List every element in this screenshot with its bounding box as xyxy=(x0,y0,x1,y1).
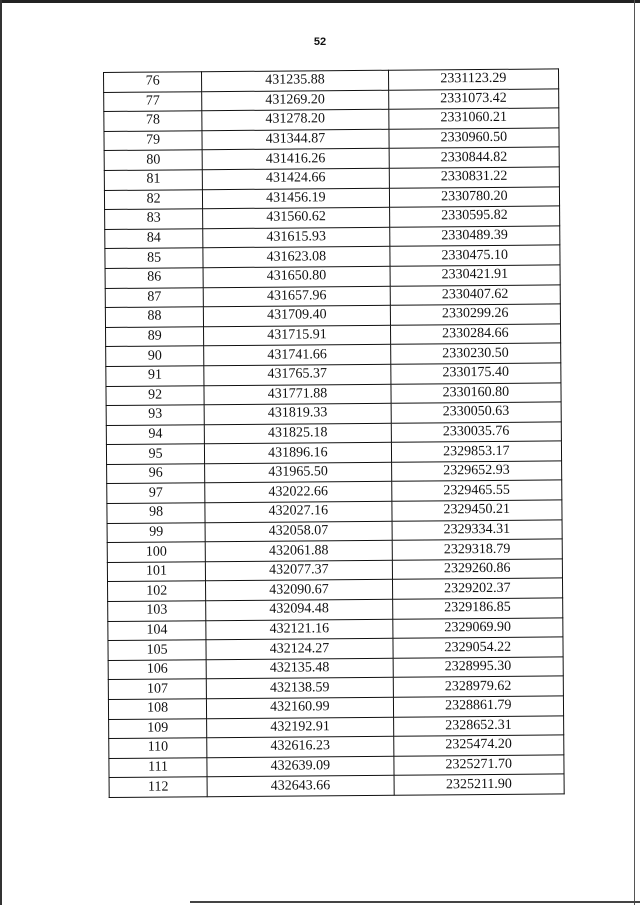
y-coordinate-cell: 2329318.79 xyxy=(392,539,563,560)
point-number-cell: 102 xyxy=(108,581,206,601)
y-coordinate-cell: 2330175.40 xyxy=(390,363,561,384)
x-coordinate-cell: 432124.27 xyxy=(206,638,393,659)
x-coordinate-cell: 431456.19 xyxy=(203,188,390,209)
point-number-cell: 87 xyxy=(105,287,203,307)
x-coordinate-cell: 432090.67 xyxy=(206,580,393,601)
point-number-cell: 76 xyxy=(104,72,202,92)
x-coordinate-cell: 431965.50 xyxy=(205,462,392,483)
table-row xyxy=(109,774,564,797)
point-number-cell: 97 xyxy=(107,483,205,503)
y-coordinate-cell: 2328979.62 xyxy=(393,676,564,697)
point-number-cell: 96 xyxy=(107,464,205,484)
y-coordinate-cell: 2328861.79 xyxy=(393,696,564,717)
point-number-cell: 92 xyxy=(106,385,204,405)
point-number-cell: 110 xyxy=(109,738,207,758)
point-number-cell: 88 xyxy=(105,307,203,327)
x-coordinate-cell: 432192.91 xyxy=(207,717,394,738)
page-number: 52 xyxy=(313,36,327,48)
y-coordinate-cell: 2325271.70 xyxy=(393,755,564,776)
y-coordinate-cell: 2329334.31 xyxy=(392,520,563,541)
y-coordinate-cell: 2330475.10 xyxy=(389,245,560,266)
y-coordinate-cell: 2329853.17 xyxy=(391,441,562,462)
point-number-cell: 112 xyxy=(109,777,207,797)
point-number-cell: 83 xyxy=(105,209,203,229)
y-coordinate-cell: 2329202.37 xyxy=(392,578,563,599)
x-coordinate-cell: 432135.48 xyxy=(206,658,393,679)
x-coordinate-cell: 431771.88 xyxy=(204,384,391,405)
x-coordinate-cell: 432027.16 xyxy=(205,501,392,522)
x-coordinate-cell: 432160.99 xyxy=(207,697,394,718)
y-coordinate-cell: 2329186.85 xyxy=(392,598,563,619)
point-number-cell: 109 xyxy=(109,718,207,738)
x-coordinate-cell: 431623.08 xyxy=(203,247,390,268)
y-coordinate-cell: 2328652.31 xyxy=(393,715,564,736)
y-coordinate-cell: 2330050.63 xyxy=(391,402,562,423)
point-number-cell: 78 xyxy=(104,111,202,131)
point-number-cell: 101 xyxy=(107,562,205,582)
y-coordinate-cell: 2325474.20 xyxy=(393,735,564,756)
point-number-cell: 93 xyxy=(106,405,204,425)
point-number-cell: 81 xyxy=(104,170,202,190)
x-coordinate-cell: 431650.80 xyxy=(203,266,390,287)
y-coordinate-cell: 2330230.50 xyxy=(390,343,561,364)
point-number-cell: 98 xyxy=(107,503,205,523)
x-coordinate-cell: 432058.07 xyxy=(205,521,392,542)
x-coordinate-cell: 432077.37 xyxy=(206,560,393,581)
x-coordinate-cell: 431741.66 xyxy=(204,345,391,366)
x-coordinate-cell: 431657.96 xyxy=(203,286,390,307)
y-coordinate-cell: 2329465.55 xyxy=(391,480,562,501)
point-number-cell: 77 xyxy=(104,91,202,111)
point-number-cell: 108 xyxy=(108,699,206,719)
point-number-cell: 106 xyxy=(108,660,206,680)
y-coordinate-cell: 2329260.86 xyxy=(392,559,563,580)
x-coordinate-cell: 431709.40 xyxy=(204,305,391,326)
x-coordinate-cell: 431819.33 xyxy=(204,403,391,424)
y-coordinate-cell: 2329652.93 xyxy=(391,461,562,482)
x-coordinate-cell: 431560.62 xyxy=(203,207,390,228)
x-coordinate-cell: 432643.66 xyxy=(207,776,394,797)
y-coordinate-cell: 2329069.90 xyxy=(392,618,563,639)
x-coordinate-cell: 431278.20 xyxy=(202,109,389,130)
point-number-cell: 105 xyxy=(108,640,206,660)
y-coordinate-cell: 2330489.39 xyxy=(389,226,560,247)
y-coordinate-cell: 2330299.26 xyxy=(390,304,561,325)
y-coordinate-cell: 2325211.90 xyxy=(394,774,565,795)
x-coordinate-cell: 431615.93 xyxy=(203,227,390,248)
point-number-cell: 100 xyxy=(107,542,205,562)
point-number-cell: 94 xyxy=(106,424,204,444)
y-coordinate-cell: 2331123.29 xyxy=(388,69,559,90)
point-number-cell: 91 xyxy=(106,366,204,386)
point-number-cell: 84 xyxy=(105,228,203,248)
x-coordinate-cell: 431715.91 xyxy=(204,325,391,346)
x-coordinate-cell: 431825.18 xyxy=(204,423,391,444)
x-coordinate-cell: 432138.59 xyxy=(206,678,393,699)
point-number-cell: 79 xyxy=(104,131,202,151)
point-number-cell: 107 xyxy=(108,679,206,699)
y-coordinate-cell: 2331073.42 xyxy=(388,89,559,110)
point-number-cell: 99 xyxy=(107,522,205,542)
point-number-cell: 80 xyxy=(104,150,202,170)
x-coordinate-cell: 431235.88 xyxy=(202,70,389,91)
point-number-cell: 82 xyxy=(104,189,202,209)
point-number-cell: 86 xyxy=(105,268,203,288)
scan-border-top xyxy=(0,0,640,3)
point-number-cell: 95 xyxy=(106,444,204,464)
x-coordinate-cell: 431424.66 xyxy=(202,168,389,189)
x-coordinate-cell: 431344.87 xyxy=(202,129,389,150)
y-coordinate-cell: 2330284.66 xyxy=(390,324,561,345)
scan-border-right xyxy=(634,0,635,905)
y-coordinate-cell: 2330780.20 xyxy=(389,186,560,207)
x-coordinate-cell: 432061.88 xyxy=(205,540,392,561)
y-coordinate-cell: 2330035.76 xyxy=(391,422,562,443)
x-coordinate-cell: 431269.20 xyxy=(202,90,389,111)
y-coordinate-cell: 2329450.21 xyxy=(391,500,562,521)
y-coordinate-cell: 2330407.62 xyxy=(390,284,561,305)
point-number-cell: 90 xyxy=(106,346,204,366)
coordinate-table xyxy=(103,68,565,798)
x-coordinate-cell: 432121.16 xyxy=(206,619,393,640)
y-coordinate-cell: 2328995.30 xyxy=(393,657,564,678)
point-number-cell: 89 xyxy=(106,326,204,346)
y-coordinate-cell: 2330421.91 xyxy=(390,265,561,286)
x-coordinate-cell: 432639.09 xyxy=(207,756,394,777)
y-coordinate-cell: 2330595.82 xyxy=(389,206,560,227)
x-coordinate-cell: 431765.37 xyxy=(204,364,391,385)
y-coordinate-cell: 2330960.50 xyxy=(389,128,560,149)
point-number-cell: 103 xyxy=(108,601,206,621)
y-coordinate-cell: 2330831.22 xyxy=(389,167,560,188)
scan-border-bottom xyxy=(190,901,640,903)
x-coordinate-cell: 431896.16 xyxy=(205,443,392,464)
point-number-cell: 104 xyxy=(108,620,206,640)
y-coordinate-cell: 2329054.22 xyxy=(393,637,564,658)
x-coordinate-cell: 431416.26 xyxy=(202,149,389,170)
y-coordinate-cell: 2330844.82 xyxy=(389,147,560,168)
x-coordinate-cell: 432022.66 xyxy=(205,482,392,503)
y-coordinate-cell: 2331060.21 xyxy=(388,108,559,129)
table-body xyxy=(104,69,565,798)
y-coordinate-cell: 2330160.80 xyxy=(391,382,562,403)
scan-border-left xyxy=(0,0,2,905)
x-coordinate-cell: 432616.23 xyxy=(207,736,394,757)
x-coordinate-cell: 432094.48 xyxy=(206,599,393,620)
point-number-cell: 85 xyxy=(105,248,203,268)
point-number-cell: 111 xyxy=(109,757,207,777)
